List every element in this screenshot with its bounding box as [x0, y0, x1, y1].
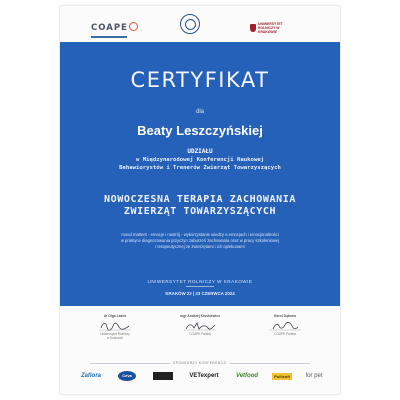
coape-logo-text: COAPE: [91, 23, 128, 33]
signature-2: [180, 320, 220, 332]
sponsors-label: [60, 361, 340, 365]
description-line-1: mood matters - emocje i nastrój - wykorzystanie wiedzy o emocjach i emocjonalności: [121, 232, 279, 237]
sponsor-name: Pollisoft: [274, 373, 290, 379]
signature-block: [165, 314, 235, 336]
divider: [186, 286, 214, 287]
sponsor-logo-forpet: [300, 370, 328, 382]
university-logo-text: UNIWERSYTET ROLNICZY W KRAKOWIE: [258, 21, 283, 34]
sponsor-name: Ceva: [118, 371, 136, 381]
signatory-name: Karol Dąbrow: [273, 314, 297, 318]
coape-logo: [91, 17, 138, 38]
certificate-title: CERTYFIKAT: [130, 68, 270, 92]
sponsor-logo-vetexpert: [184, 370, 224, 382]
emblem-inner-ring: [185, 19, 196, 30]
conference-topic: [60, 194, 340, 218]
sponsor-logo-pollisoft: [270, 370, 294, 382]
role-line-1: COAPE Polska: [189, 332, 211, 336]
signatures: [60, 306, 340, 356]
crest-icon: [250, 24, 256, 32]
sponsor-logo-vetfood: [232, 370, 262, 382]
sponsor-name: for pet: [305, 373, 323, 379]
role-line-1: COAPE Polska: [274, 332, 296, 336]
dark-logo-block: [153, 372, 173, 380]
signatory-role: [250, 332, 320, 336]
signatory-role: [80, 332, 150, 340]
description-line-3: i terapeutycznej ze zwierzętami i ich opiekunami: [155, 244, 245, 249]
description-line-2: w praktyce diagnozowania przyczyn zaburzeń zachowania oraz w pracy szkoleniowej: [120, 238, 280, 243]
conference-name: [60, 156, 340, 172]
sponsor-name: Vetfood: [235, 373, 259, 379]
role-line-2: w Krakowie: [106, 336, 124, 340]
sponsor-name: VETexpert: [189, 373, 219, 379]
sponsor-logo-zafiora: [74, 370, 108, 382]
event-date: KRAKÓW 22 | 23 CZERWCA 2024: [165, 291, 235, 296]
sponsors-label-text: SPONSORZY KONFERENCJI: [170, 361, 230, 365]
signatory-name: dr Olga Lasek: [103, 314, 127, 318]
role-line-1: Uniwersytet Rolniczy: [100, 332, 130, 336]
sponsor-logos: [72, 370, 328, 386]
header-logos: [60, 6, 340, 42]
participation-label: UDZIAŁU: [187, 148, 213, 155]
signatory-name: mgr Andrzej Kłoskiewicz: [180, 314, 220, 318]
signature-block: [250, 314, 320, 336]
topic-line-1: NOWOCZESNA TERAPIA ZACHOWANIA: [104, 194, 296, 205]
sponsor-logo-dark: [152, 370, 174, 382]
signatory-role: [165, 332, 235, 336]
certificate-panel: [60, 42, 340, 306]
coape-underline: [91, 36, 127, 38]
paw-emblem-icon: [180, 14, 200, 34]
signature-3: [265, 320, 305, 332]
university-logo: [250, 19, 294, 37]
certificate-paper: [60, 6, 340, 394]
topic-description: [96, 232, 304, 250]
recipient-name: Beaty Leszczyńskiej: [137, 123, 263, 138]
signature-block: [80, 314, 150, 340]
university-name: UNIWERSYTET ROLNICZY W KRAKOWIE: [147, 279, 253, 284]
for-label: dla: [195, 109, 204, 115]
signature-1: [95, 320, 135, 332]
topic-line-2: ZWIERZĄT TOWARZYSZĄCYCH: [123, 206, 277, 217]
sponsor-logo-ceva: [116, 370, 138, 382]
conference-line-2: Behawiorystów i Trenerów Zwierząt Towarzyszących: [119, 165, 281, 171]
coape-ring-icon: [129, 22, 138, 31]
conference-line-1: w Międzynarodowej Konferencji Naukowej: [136, 157, 264, 163]
sponsor-name: Zafiora: [80, 373, 101, 379]
